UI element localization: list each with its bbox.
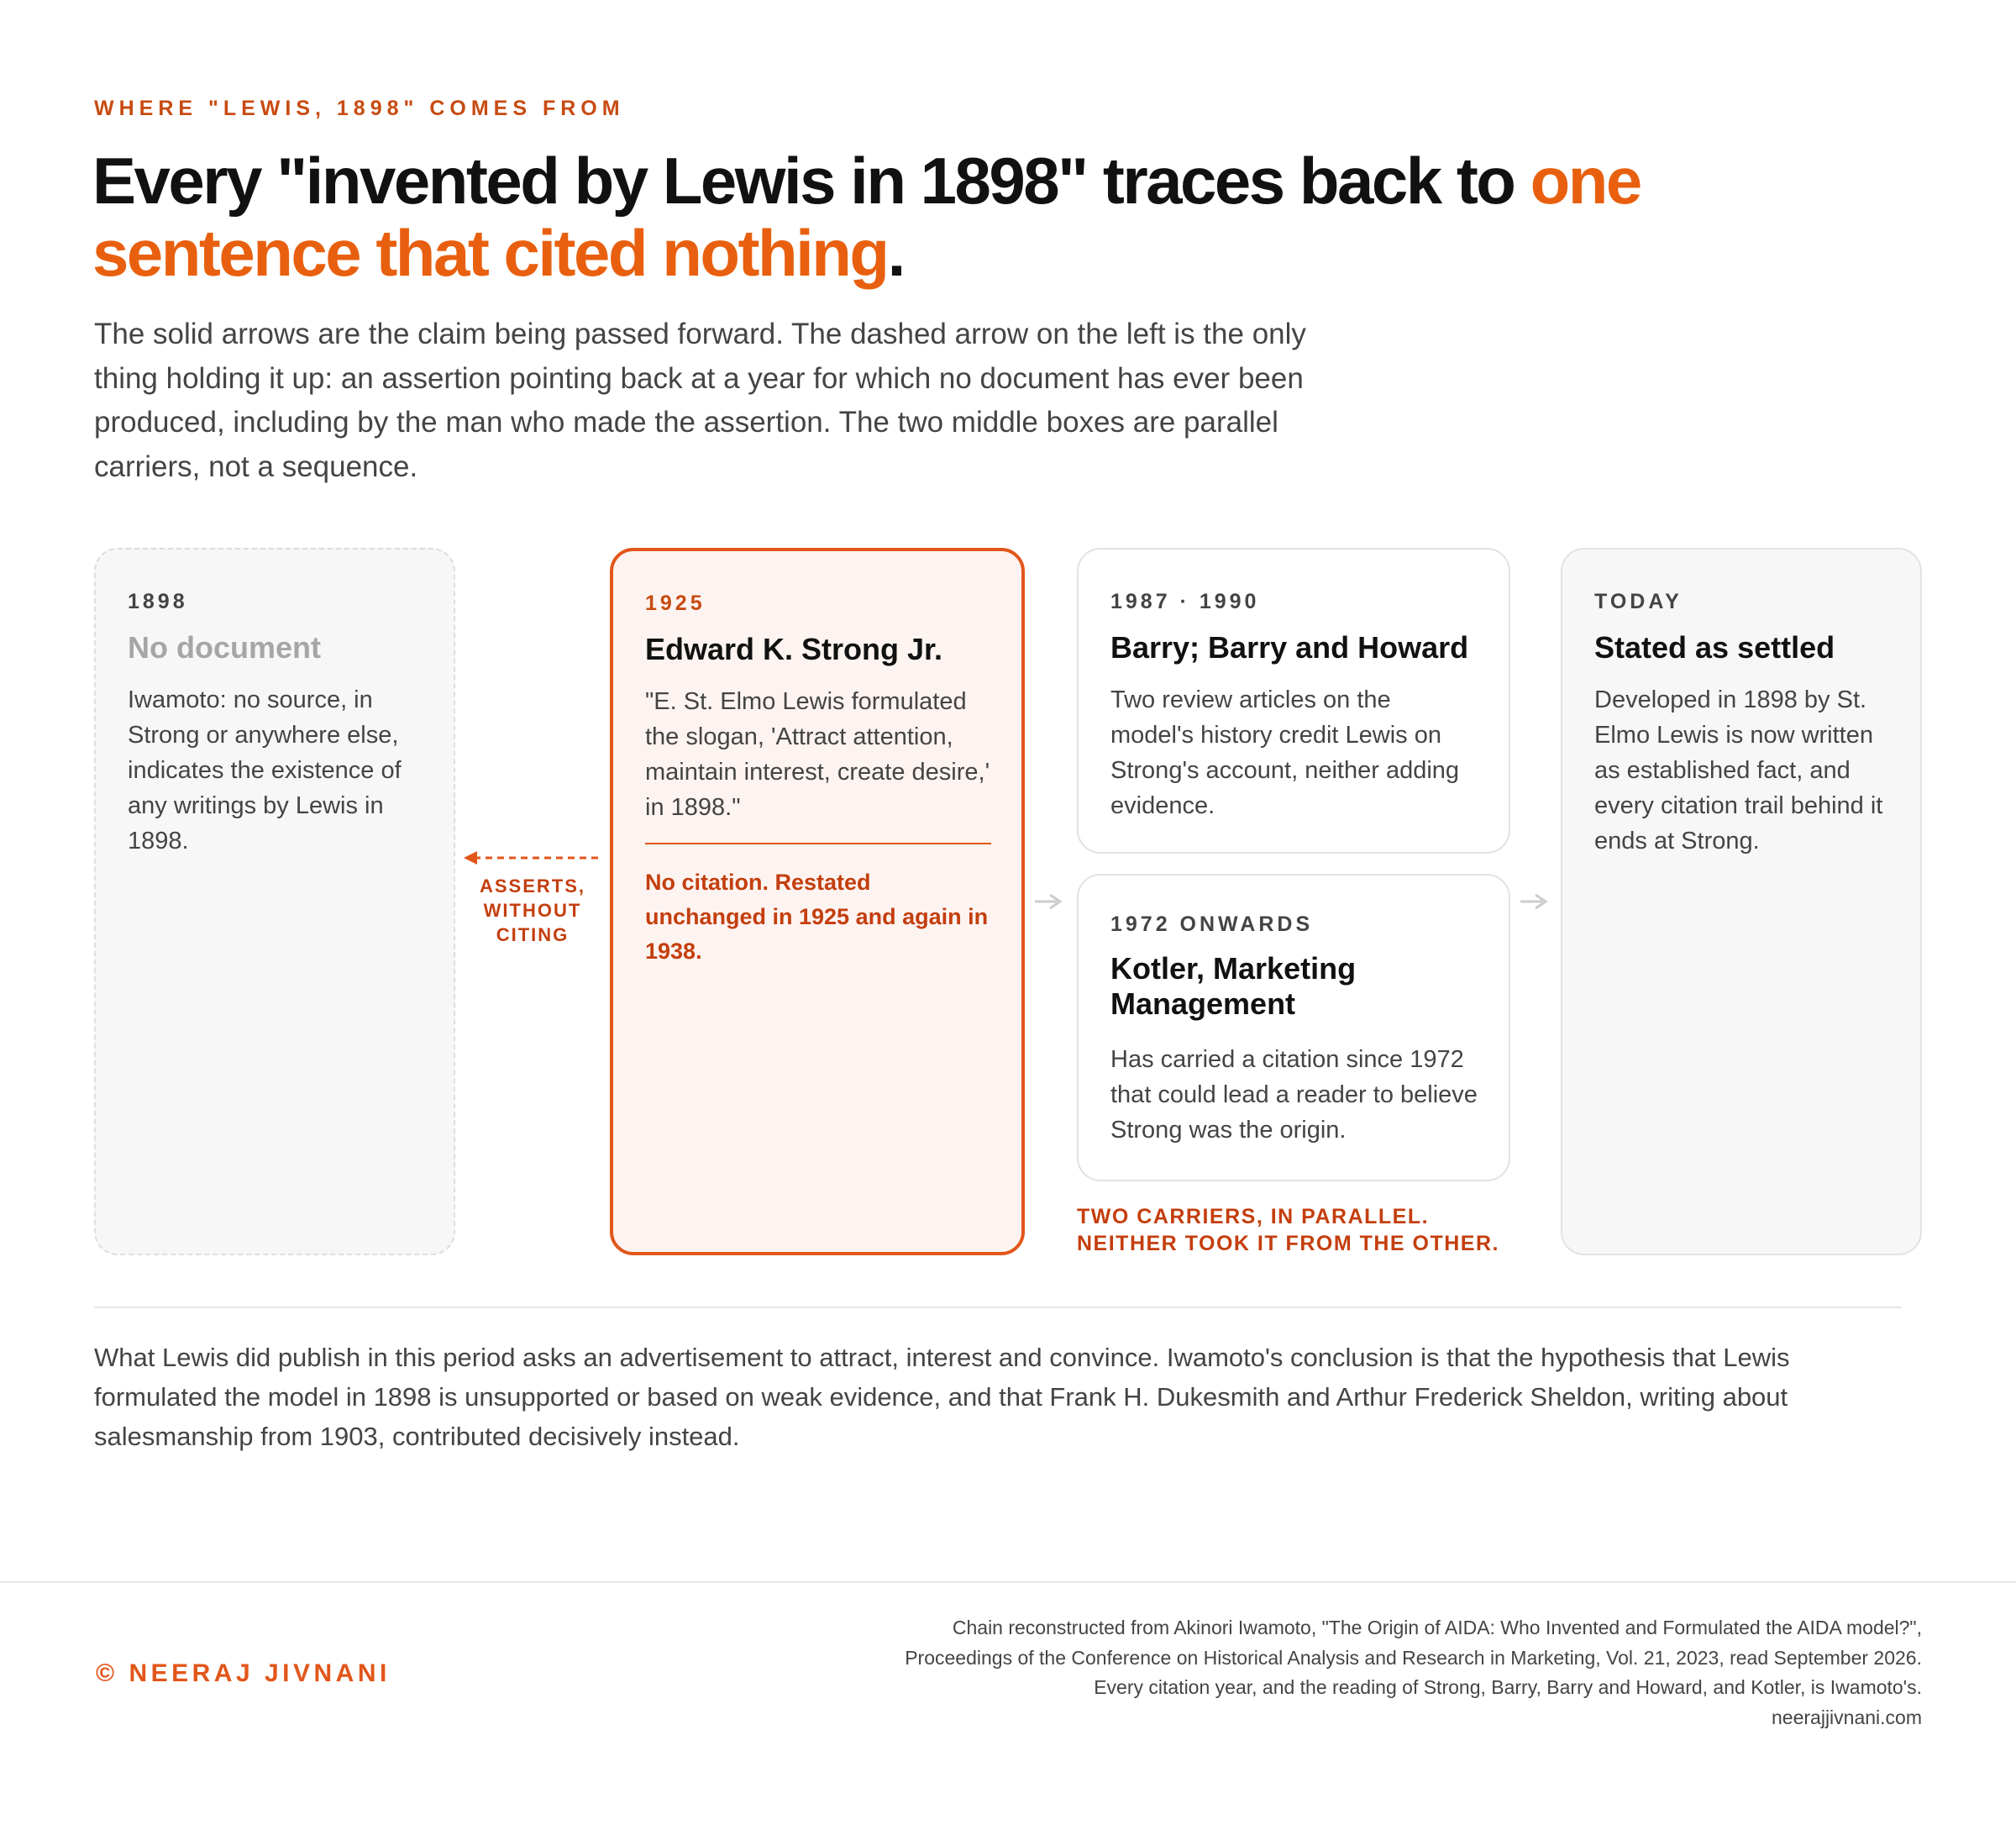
node-title: Barry; Barry and Howard [1110, 630, 1469, 665]
arrow-strong-to-carriers [1035, 895, 1060, 908]
credit-line: Proceedings of the Conference on Historical Analysis and Research in Marketing, Vol. 21, 2023, read September 2026. [905, 1646, 1922, 1669]
headline [92, 145, 1772, 289]
node-body: Two review articles on the model's history credit Lewis on Strong's account, neither adding evidence. [1110, 686, 1460, 819]
parallel-carriers-label: TWO CARRIERS, IN PARALLEL. NEITHER TOOK IT FROM THE OTHER. [1077, 1205, 1499, 1255]
headline-tail: . [887, 216, 904, 290]
node-body: Has carried a citation since 1972 that could lead a reader to believe Strong was the origin. [1110, 1046, 1478, 1144]
footer-site-link[interactable]: neerajjivnani.com [1772, 1706, 1922, 1728]
node-title: No document [128, 630, 321, 665]
node-title: Kotler, Marketing Management [1110, 951, 1357, 1021]
node-title: Edward K. Strong Jr. [645, 632, 943, 666]
node-body: Developed in 1898 by St. Elmo Lewis is now written as established fact, and every citation trail behind it ends at Strong. [1594, 686, 1883, 855]
node-1898 [94, 548, 455, 1255]
credit-line: Chain reconstructed from Akinori Iwamoto, "The Origin of AIDA: Who Invented and Formulated the AIDA model?", [952, 1617, 1922, 1638]
intro-paragraph: The solid arrows are the claim being passed forward. The dashed arrow on the left is the only thing holding it up: an assertion pointing back at a year for which no document has ever been produced, including by the man who made the assertion. The two middle boxes are parallel carriers, not a sequence. [94, 318, 1306, 483]
closing-paragraph: What Lewis did publish in this period asks an advertisement to attract, interest and convince. Iwamoto's conclusion is that the hypothesis that Lewis formulated the model in 1898 is unsupported or based on weak evidence, and that Frank H. Dukesmith and Arthur Frederick Sheldon, writing about salesmanship from 1903, contributed decisively instead. [94, 1343, 1790, 1451]
footer-credit [662, 1613, 1922, 1733]
node-divider [645, 843, 991, 844]
node-1925-strong [610, 548, 1025, 1255]
dashed-assert-arrow [464, 851, 598, 865]
node-note: No citation. Restated unchanged in 1925 and again in 1938. [645, 870, 989, 964]
node-year: 1925 [645, 592, 706, 615]
headline-highlight: one sentence that cited nothing [92, 144, 1641, 290]
node-year: TODAY [1594, 590, 1683, 613]
section-divider [94, 1307, 1902, 1308]
footer-divider [0, 1581, 2016, 1583]
node-today [1561, 548, 1922, 1255]
node-year: 1898 [128, 590, 188, 613]
credit-line: Every citation year, and the reading of Strong, Barry, Barry and Howard, and Kotler, is Iwamoto's. [1094, 1676, 1922, 1698]
footer-brand: © NEERAJ JIVNANI [96, 1659, 391, 1687]
node-year: 1987 · 1990 [1110, 590, 1260, 613]
eyebrow: WHERE "LEWIS, 1898" COMES FROM [94, 97, 625, 120]
node-kotler [1077, 874, 1510, 1181]
headline-lead: Every "invented by Lewis in 1898" traces back to [92, 144, 1530, 218]
node-body: Iwamoto: no source, in Strong or anywhere else, indicates the existence of any writings by Lewis in 1898. [128, 686, 402, 855]
node-body: "E. St. Elmo Lewis formulated the slogan, 'Attract attention, maintain interest, create desire,' in 1898." [645, 688, 990, 821]
node-barry [1077, 548, 1510, 854]
node-title: Stated as settled [1594, 630, 1835, 665]
node-year: 1972 ONWARDS [1110, 912, 1314, 936]
assert-arrow-label: ASSERTS, WITHOUT CITING [479, 876, 586, 945]
arrow-carriers-to-today [1520, 895, 1546, 908]
